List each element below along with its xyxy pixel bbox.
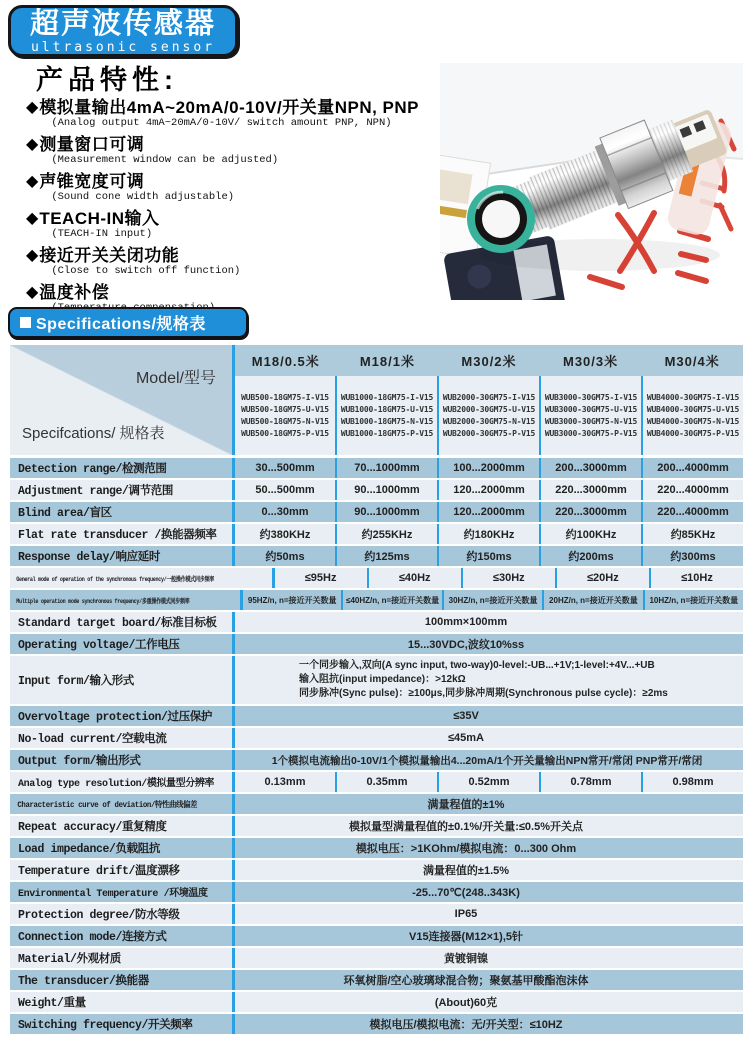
row-values xyxy=(232,546,743,566)
value-cell: 200...4000mm xyxy=(641,458,743,478)
value-cell: 约150ms xyxy=(437,546,539,566)
column-header: M30/4米 xyxy=(664,354,720,369)
row-label: Overvoltage protection/过压保护 xyxy=(18,711,212,724)
model-column xyxy=(335,376,437,455)
diamond-bullet-icon: ◆ xyxy=(26,210,39,227)
value-merged: -25...70℃(248..343K) xyxy=(412,886,520,899)
table-row xyxy=(10,634,743,656)
value-cell: 50...500mm xyxy=(255,484,315,496)
feature-item xyxy=(26,98,436,129)
value-cell: 约125ms xyxy=(335,546,437,566)
value-line: 一个同步输入,双向(A sync input, two-way)0-level:-UB...+1V;1-level:+4V...+UB xyxy=(299,660,655,671)
table-row xyxy=(10,838,743,860)
table-row xyxy=(10,728,743,750)
table-row xyxy=(10,590,743,612)
value-cell: ≤30Hz xyxy=(461,568,555,588)
model-number: WUB500-18GM75-P-V15 xyxy=(241,429,329,438)
model-column xyxy=(539,376,641,455)
row-label: Operating voltage/工作电压 xyxy=(18,639,180,652)
square-bullet-icon xyxy=(20,317,31,328)
feature-en: (Measurement window can be adjusted) xyxy=(51,154,279,166)
row-label: Switching frequency/开关频率 xyxy=(18,1019,193,1032)
value-cell: 120...2000mm xyxy=(437,480,539,500)
value-merged: V15连接器(M12×1),5针 xyxy=(408,931,523,943)
column-headers xyxy=(235,345,743,376)
row-label: Connection mode/连接方式 xyxy=(18,931,167,944)
row-values xyxy=(232,882,743,902)
row-label: Adjustment range/调节范围 xyxy=(18,485,173,498)
row-label: Input form/输入形式 xyxy=(18,675,134,688)
diamond-bullet-icon: ◆ xyxy=(26,284,39,301)
row-values xyxy=(232,838,743,858)
title-badge xyxy=(8,5,238,57)
table-row xyxy=(10,904,743,926)
row-values xyxy=(232,904,743,924)
table-row xyxy=(10,458,743,480)
value-cell: 约85KHz xyxy=(641,524,743,544)
table-row xyxy=(10,1014,743,1036)
row-values xyxy=(232,502,743,522)
value-cell: 0.98mm xyxy=(641,772,743,792)
model-number: WUB1000-18GM75-N-V15 xyxy=(340,417,434,426)
row-label: Flat rate transducer /换能器频率 xyxy=(18,529,217,542)
row-label: General mode of operation of the synchronous frequency/一般操作模式同步频率 xyxy=(16,575,215,583)
features-heading: 产品特性: xyxy=(36,65,178,95)
row-values xyxy=(232,992,743,1012)
value-merged: 模拟量型满量程值的±0.1%/开关量:≤0.5%开关点 xyxy=(349,821,583,833)
table-row xyxy=(10,502,743,524)
table-row xyxy=(10,816,743,838)
row-label: No-load current/空载电流 xyxy=(18,733,167,746)
value-cell: 90...1000mm xyxy=(335,502,437,522)
value-cell: 约255KHz xyxy=(335,524,437,544)
row-values xyxy=(232,926,743,946)
value-merged: IP65 xyxy=(454,908,478,920)
row-values xyxy=(232,656,743,704)
row-values xyxy=(232,524,743,544)
title-en: ultrasonic sensor xyxy=(30,40,216,55)
feature-text xyxy=(39,246,240,277)
row-values xyxy=(232,794,743,814)
table-row xyxy=(10,794,743,816)
row-label: Protection degree/防水等级 xyxy=(18,909,180,922)
diamond-bullet-icon: ◆ xyxy=(26,136,39,153)
row-label: Load impedance/负载阻抗 xyxy=(18,843,160,856)
value-cell: 30...500mm xyxy=(255,462,315,474)
model-number: WUB1000-18GM75-I-V15 xyxy=(340,393,434,402)
feature-text xyxy=(39,135,278,166)
row-label: Blind area/盲区 xyxy=(18,507,112,520)
spec-section-badge xyxy=(8,307,248,338)
value-cell: 约380KHz xyxy=(259,529,311,541)
table-header-right xyxy=(232,345,743,455)
value-cell: ≤10Hz xyxy=(649,568,743,588)
row-values xyxy=(272,568,743,588)
table-body xyxy=(10,458,743,1036)
diamond-bullet-icon: ◆ xyxy=(26,99,39,116)
value-cell: 0.13mm xyxy=(264,776,306,788)
table-row xyxy=(10,656,743,706)
row-values xyxy=(232,948,743,968)
value-cell: 0.35mm xyxy=(335,772,437,792)
feature-text xyxy=(39,172,234,203)
corner-spec-label: Specifcations/ 规格表 xyxy=(22,425,165,442)
feature-zh: 接近开关关闭功能 xyxy=(39,246,180,265)
value-cell: 0.52mm xyxy=(437,772,539,792)
row-label: Multiple operation mode synchronous frequency/多重操作模式同步频率 xyxy=(16,597,190,605)
table-row xyxy=(10,992,743,1014)
table-row xyxy=(10,750,743,772)
row-label: Weight/重量 xyxy=(18,997,86,1010)
model-number: WUB500-18GM75-I-V15 xyxy=(241,393,329,402)
value-merged: 黄镀铜镍 xyxy=(444,953,488,965)
value-line: 输入阻抗(input impedance)：>12kΩ xyxy=(299,674,466,685)
value-cell: 100...2000mm xyxy=(437,458,539,478)
feature-item xyxy=(26,172,436,203)
product-photo-illustration xyxy=(440,63,743,300)
model-number: WUB500-18GM75-N-V15 xyxy=(241,417,329,426)
model-number: WUB500-18GM75-U-V15 xyxy=(241,405,329,414)
row-label: Output form/输出形式 xyxy=(18,755,141,768)
value-merged: 15...30VDC,波纹10%ss xyxy=(407,639,525,651)
feature-item xyxy=(26,209,436,240)
row-values xyxy=(232,706,743,726)
value-cell: 约50ms xyxy=(265,551,305,563)
row-label: Response delay/响应延时 xyxy=(18,551,160,564)
feature-en: (TEACH-IN input) xyxy=(51,228,153,240)
value-cell: 0...30mm xyxy=(261,506,309,518)
model-number: WUB4000-30GM75-P-V15 xyxy=(646,429,740,438)
model-number: WUB3000-30GM75-N-V15 xyxy=(544,417,638,426)
row-values xyxy=(232,860,743,880)
row-values xyxy=(232,480,743,500)
feature-item xyxy=(26,135,436,166)
feature-zh: 测量窗口可调 xyxy=(39,135,145,154)
value-cell: 约300ms xyxy=(641,546,743,566)
model-number: WUB3000-30GM75-P-V15 xyxy=(544,429,638,438)
model-number: WUB2000-30GM75-P-V15 xyxy=(442,429,536,438)
value-cell: ≤20Hz xyxy=(555,568,649,588)
value-cell: 20HZ/n, n=接近开关数量 xyxy=(542,590,642,610)
model-columns xyxy=(235,376,743,455)
column-header: M18/1米 xyxy=(359,354,415,369)
row-label: Detection range/检测范围 xyxy=(18,463,167,476)
row-values xyxy=(232,1014,743,1034)
feature-zh: TEACH-IN输入 xyxy=(39,209,160,228)
value-cell: 90...1000mm xyxy=(335,480,437,500)
row-values xyxy=(232,634,743,654)
column-header: M18/0.5米 xyxy=(251,354,320,369)
value-cell: 220...3000mm xyxy=(539,502,641,522)
value-cell: 200...3000mm xyxy=(539,458,641,478)
row-label: Environmental Temperature /环境温度 xyxy=(18,889,208,900)
row-label: Analog type resolution/模拟量型分辨率 xyxy=(18,779,215,790)
value-merged: 满量程值的±1% xyxy=(427,799,505,811)
table-row xyxy=(10,546,743,568)
table-row xyxy=(10,480,743,502)
table-row xyxy=(10,970,743,992)
value-cell: ≤40Hz xyxy=(367,568,461,588)
value-cell: ≤40HZ/n, n=接近开关数量 xyxy=(341,590,441,610)
table-row xyxy=(10,926,743,948)
value-cell: 220...4000mm xyxy=(641,480,743,500)
corner-model-label: Model/型号 xyxy=(135,370,216,387)
model-number: WUB4000-30GM75-N-V15 xyxy=(646,417,740,426)
model-number: WUB1000-18GM75-U-V15 xyxy=(340,405,434,414)
value-cell: 95HZ/n, n=接近开关数量 xyxy=(247,595,337,605)
spec-section-title: Specifications/规格表 xyxy=(36,316,206,333)
feature-zh: 温度补偿 xyxy=(39,283,110,302)
row-label: Standard target board/标准目标板 xyxy=(18,617,217,630)
model-column xyxy=(437,376,539,455)
value-cell: 10HZ/n, n=接近开关数量 xyxy=(643,590,743,610)
value-merged: ≤45mA xyxy=(448,732,484,744)
diamond-bullet-icon: ◆ xyxy=(26,247,39,264)
value-cell: 220...4000mm xyxy=(641,502,743,522)
spec-table xyxy=(10,345,743,1036)
model-column xyxy=(235,376,335,455)
table-row xyxy=(10,706,743,728)
model-number: WUB3000-30GM75-I-V15 xyxy=(544,393,638,402)
row-label: Material/外观材质 xyxy=(18,953,121,966)
table-header xyxy=(10,345,743,458)
feature-text xyxy=(39,209,159,240)
value-cell: ≤95Hz xyxy=(304,572,337,584)
model-number: WUB1000-18GM75-P-V15 xyxy=(340,429,434,438)
value-merged: 模拟电压/模拟电流：无/开关型：≤10HZ xyxy=(369,1019,563,1031)
row-label: Temperature drift/温度漂移 xyxy=(18,865,180,878)
table-row xyxy=(10,860,743,882)
value-merged: 1个模拟电流输出0-10V/1个模拟量输出4...20mA/1个开关量输出NPN常开/常闭 PNP常开/常闭 xyxy=(271,754,703,767)
table-row xyxy=(10,772,743,794)
table-row xyxy=(10,882,743,904)
row-label: Repeat accuracy/重复精度 xyxy=(18,821,167,834)
model-number: WUB2000-30GM75-I-V15 xyxy=(442,393,536,402)
value-merged xyxy=(235,656,743,704)
features-list xyxy=(26,98,436,320)
table-corner-cell xyxy=(10,345,232,455)
feature-en: (Sound cone width adjustable) xyxy=(51,191,235,203)
row-values xyxy=(232,728,743,748)
row-values xyxy=(232,970,743,990)
row-values xyxy=(240,590,743,610)
model-number: WUB4000-30GM75-I-V15 xyxy=(646,393,740,402)
table-row xyxy=(10,524,743,546)
value-cell: 30HZ/n, n=接近开关数量 xyxy=(442,590,542,610)
value-cell: 约200ms xyxy=(539,546,641,566)
product-photo xyxy=(440,63,743,300)
model-number: WUB2000-30GM75-N-V15 xyxy=(442,417,536,426)
value-merged: (About)60克 xyxy=(434,997,498,1009)
value-cell: 120...2000mm xyxy=(437,502,539,522)
table-row xyxy=(10,612,743,634)
value-merged: 100mm×100mm xyxy=(424,616,508,628)
diamond-bullet-icon: ◆ xyxy=(26,173,39,190)
model-number: WUB3000-30GM75-U-V15 xyxy=(544,405,638,414)
feature-text xyxy=(39,98,419,129)
row-values xyxy=(232,750,743,770)
table-row xyxy=(10,948,743,970)
model-number: WUB4000-30GM75-U-V15 xyxy=(646,405,740,414)
table-row xyxy=(10,568,743,590)
value-line: 同步脉冲(Sync pulse)：≥100μs,同步脉冲周期(Synchronous pulse cycle)：≥2ms xyxy=(299,688,668,699)
model-number: WUB2000-30GM75-U-V15 xyxy=(442,405,536,414)
feature-en: (Close to switch off function) xyxy=(51,265,241,277)
column-header: M30/3米 xyxy=(563,354,619,369)
row-values xyxy=(232,612,743,632)
value-cell: 0.78mm xyxy=(539,772,641,792)
value-cell: 约180KHz xyxy=(437,524,539,544)
row-label: Characteristic curve of deviation/特性曲线偏差 xyxy=(17,800,197,810)
value-merged: ≤35V xyxy=(453,710,479,722)
row-label: The transducer/换能器 xyxy=(18,975,149,988)
row-values xyxy=(232,458,743,478)
model-column xyxy=(641,376,743,455)
value-cell: 70...1000mm xyxy=(335,458,437,478)
value-merged: 模拟电压：>1KOhm/模拟电流：0...300 Ohm xyxy=(355,843,577,855)
row-values xyxy=(232,772,743,792)
feature-zh: 模拟量输出4mA~20mA/0-10V/开关量NPN, PNP xyxy=(39,98,419,117)
feature-item xyxy=(26,246,436,277)
value-cell: 约100KHz xyxy=(539,524,641,544)
value-cell: 220...3000mm xyxy=(539,480,641,500)
row-values xyxy=(232,816,743,836)
column-header: M30/2米 xyxy=(461,354,517,369)
title-zh: 超声波传感器 xyxy=(29,8,216,40)
value-merged: 满量程值的±1.5% xyxy=(422,865,510,877)
value-merged: 环氧树脂/空心玻璃球混合物；聚氨基甲酸酯泡沫体 xyxy=(343,975,589,987)
feature-en: (Analog output 4mA~20mA/0-10V/ switch amount PNP, NPN) xyxy=(51,117,392,129)
feature-zh: 声锥宽度可调 xyxy=(39,172,145,191)
